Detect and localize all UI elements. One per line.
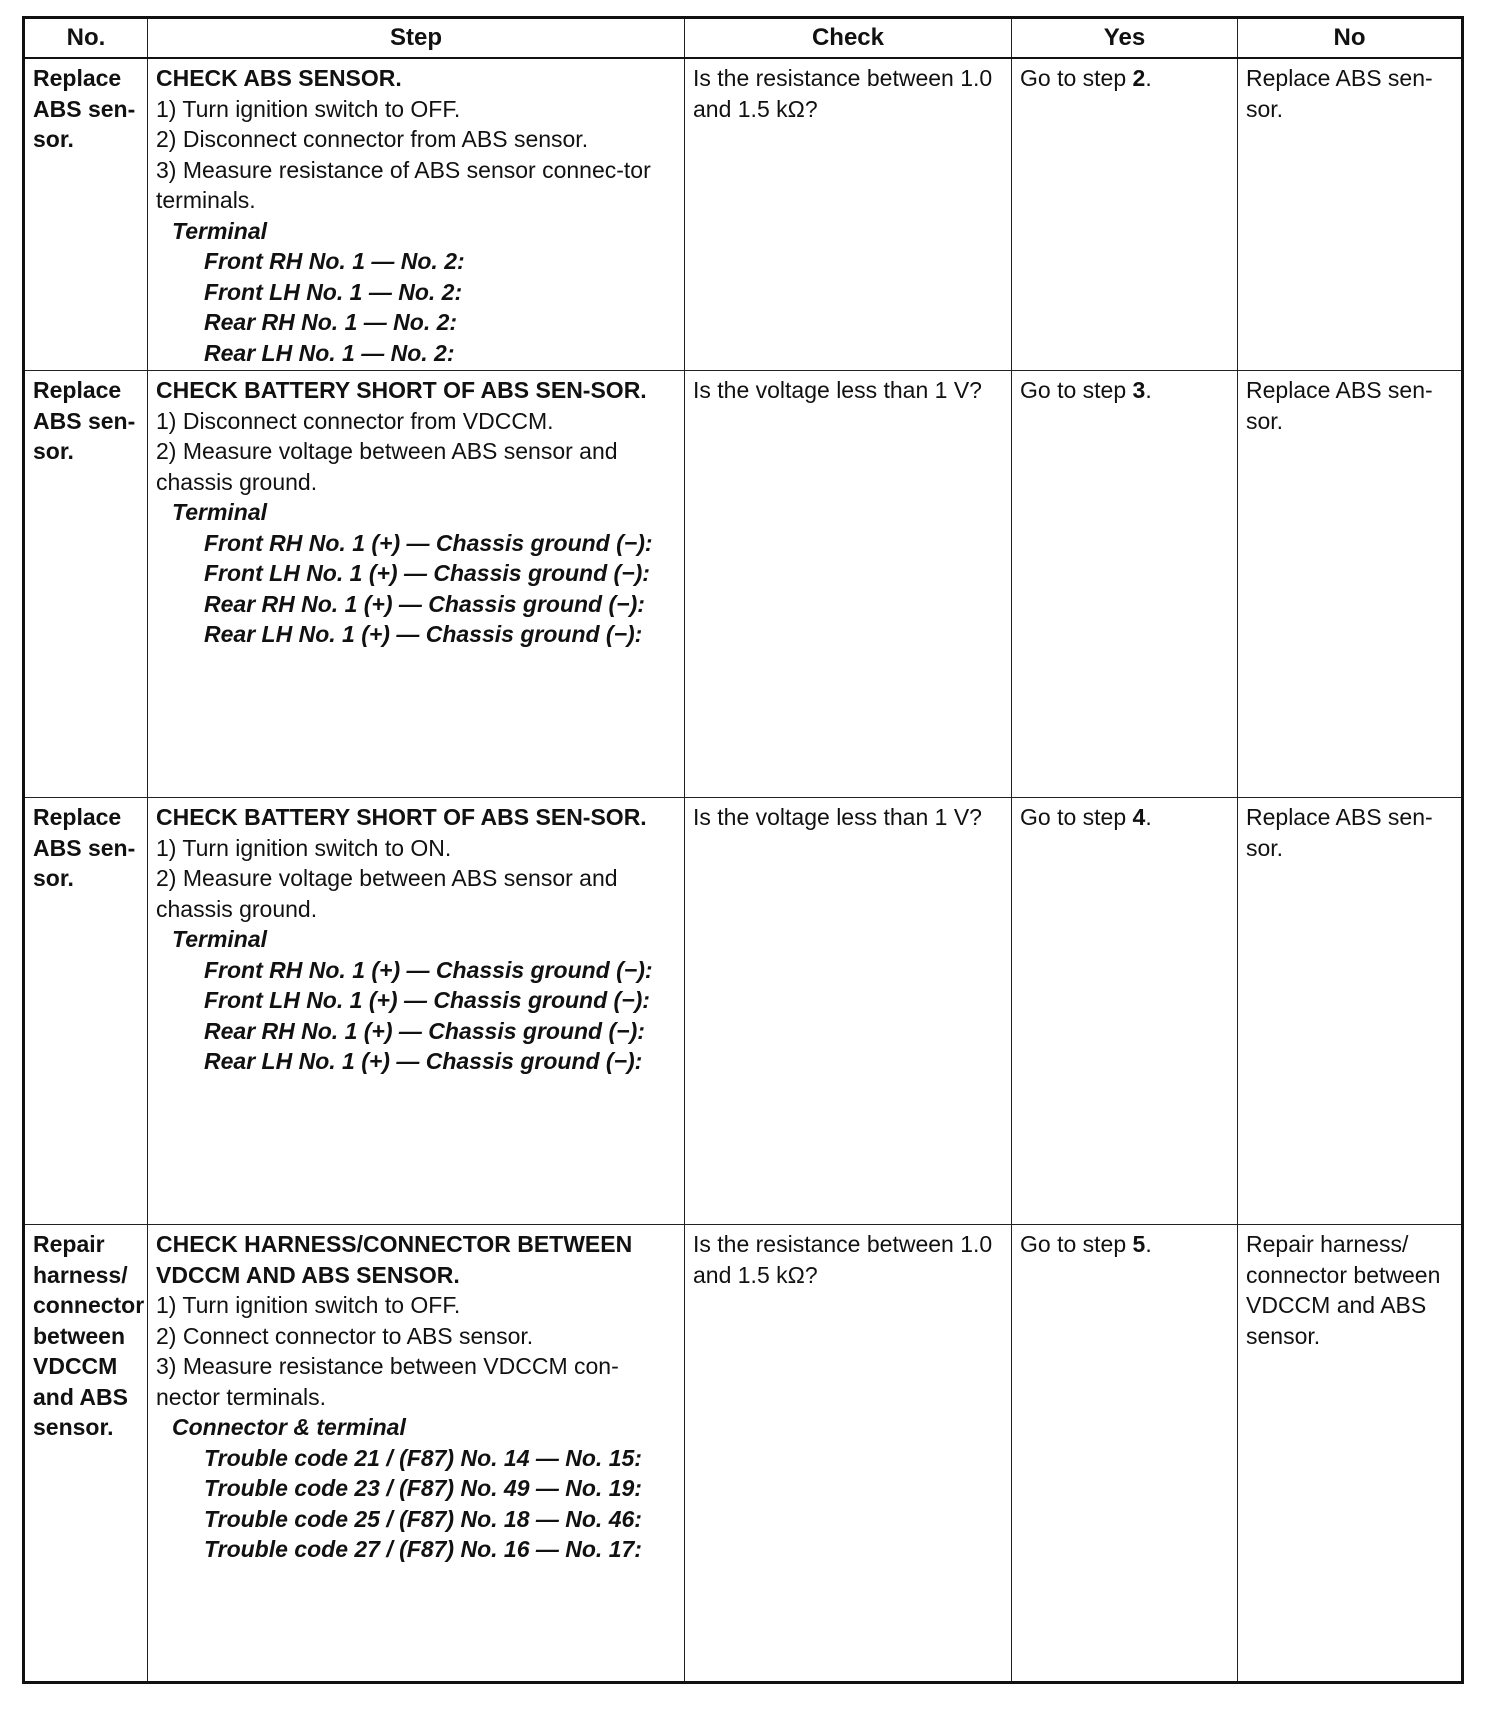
table-row [24, 58, 1463, 371]
yes-prefix: Go to step [1020, 1231, 1133, 1257]
header-yes: Yes [1012, 18, 1238, 59]
check-cell: Is the resistance between 1.0 and 1.5 kΩ? [685, 1225, 1012, 1683]
no-cell: Replace ABS sen-sor. [1238, 798, 1463, 1225]
step-number: Replace ABS sen-sor. [33, 377, 136, 464]
step-line: 3) Measure resistance between VDCCM con-nector terminals. [156, 1353, 619, 1410]
no-cell: Replace ABS sen-sor. [1238, 58, 1463, 371]
yes-prefix: Go to step [1020, 804, 1133, 830]
step-number-cell [24, 1225, 148, 1683]
terminal-item: Trouble code 25 / (F87) No. 18 — No. 46: [204, 1505, 642, 1532]
terminal-label: Terminal [172, 926, 268, 952]
terminal-item: Front LH No. 1 (+) — Chassis ground (−): [204, 987, 650, 1013]
step-line: 2) Disconnect connector from ABS sensor. [156, 126, 589, 152]
terminal-item: Front LH No. 1 (+) — Chassis ground (−): [204, 560, 650, 586]
step-title: CHECK BATTERY SHORT OF ABS SEN-SOR. [156, 377, 647, 403]
step-line: 1) Turn ignition switch to OFF. [156, 1292, 461, 1318]
no-cell: Replace ABS sen-sor. [1238, 371, 1463, 798]
header-step: Step [148, 18, 685, 59]
step-line: 1) Disconnect connector from VDCCM. [156, 407, 554, 434]
yes-suffix: . [1145, 65, 1152, 91]
terminal-item: Trouble code 23 / (F87) No. 49 — No. 19: [204, 1475, 642, 1501]
yes-cell [1012, 1225, 1238, 1683]
terminal-item: Rear LH No. 1 (+) — Chassis ground (−): [204, 621, 643, 647]
terminal-item: Front RH No. 1 (+) — Chassis ground (−): [204, 529, 653, 556]
yes-cell [1012, 798, 1238, 1225]
step-cell [148, 798, 685, 1225]
terminal-item: Rear RH No. 1 — No. 2: [204, 309, 458, 335]
step-line: 2) Measure voltage between ABS sensor and chassis ground. [156, 865, 618, 922]
step-line: 3) Measure resistance of ABS sensor connec-tor terminals. [156, 156, 651, 213]
step-cell [148, 58, 685, 371]
yes-step-number: 2 [1132, 65, 1146, 91]
step-title: CHECK ABS SENSOR. [156, 65, 402, 91]
step-title: CHECK BATTERY SHORT OF ABS SEN-SOR. [156, 804, 647, 830]
terminal-item: Rear LH No. 1 (+) — Chassis ground (−): [204, 1048, 643, 1074]
terminal-item: Rear RH No. 1 (+) — Chassis ground (−): [204, 1017, 645, 1044]
yes-suffix: . [1145, 377, 1152, 403]
terminal-item: Trouble code 21 / (F87) No. 14 — No. 15: [204, 1444, 642, 1471]
table-row [24, 371, 1463, 798]
step-line: 2) Connect connector to ABS sensor. [156, 1322, 534, 1349]
step-number-cell [24, 58, 148, 371]
terminal-label: Terminal [172, 217, 268, 244]
yes-cell [1012, 371, 1238, 798]
yes-cell [1012, 58, 1238, 371]
diagnostic-table [22, 16, 1464, 1684]
yes-step-number: 5 [1132, 1231, 1146, 1257]
check-cell: Is the resistance between 1.0 and 1.5 kΩ? [685, 58, 1012, 371]
terminal-item: Front LH No. 1 — No. 2: [204, 278, 463, 305]
check-cell: Is the voltage less than 1 V? [685, 371, 1012, 798]
header-no: No. [24, 18, 148, 59]
terminal-item: Front RH No. 1 (+) — Chassis ground (−): [204, 956, 653, 983]
step-line: 2) Measure voltage between ABS sensor and chassis ground. [156, 438, 618, 495]
check-cell: Is the voltage less than 1 V? [685, 798, 1012, 1225]
header-check: Check [685, 18, 1012, 59]
table-row [24, 798, 1463, 1225]
yes-prefix: Go to step [1020, 65, 1133, 91]
terminal-item: Trouble code 27 / (F87) No. 16 — No. 17: [204, 1536, 642, 1562]
terminal-item: Front RH No. 1 — No. 2: [204, 248, 465, 274]
terminal-item: Rear RH No. 1 (+) — Chassis ground (−): [204, 590, 645, 617]
step-number-cell [24, 371, 148, 798]
yes-prefix: Go to step [1020, 377, 1133, 403]
step-number: Replace ABS sen-sor. [33, 65, 136, 152]
step-line: 1) Turn ignition switch to OFF. [156, 95, 461, 122]
step-number-cell [24, 798, 148, 1225]
no-cell: Repair harness/ connector between VDCCM and ABS sensor. [1238, 1225, 1463, 1683]
yes-step-number: 3 [1132, 377, 1146, 403]
yes-step-number: 4 [1132, 804, 1146, 830]
step-cell [148, 371, 685, 798]
step-number: Repair harness/ connector between VDCCM and ABS sensor. [33, 1231, 145, 1440]
step-title: CHECK HARNESS/CONNECTOR BETWEEN VDCCM AND ABS SENSOR. [156, 1231, 633, 1288]
header-row [24, 18, 1463, 59]
step-line: 1) Turn ignition switch to ON. [156, 834, 452, 861]
yes-suffix: . [1145, 804, 1152, 830]
terminal-label: Connector & terminal [172, 1414, 406, 1440]
yes-suffix: . [1145, 1231, 1152, 1257]
step-number: Replace ABS sen-sor. [33, 804, 136, 891]
step-cell [148, 1225, 685, 1683]
table-row [24, 1225, 1463, 1683]
terminal-item: Rear LH No. 1 — No. 2: [204, 339, 455, 366]
header-no-result: No [1238, 18, 1463, 59]
terminal-label: Terminal [172, 499, 268, 525]
